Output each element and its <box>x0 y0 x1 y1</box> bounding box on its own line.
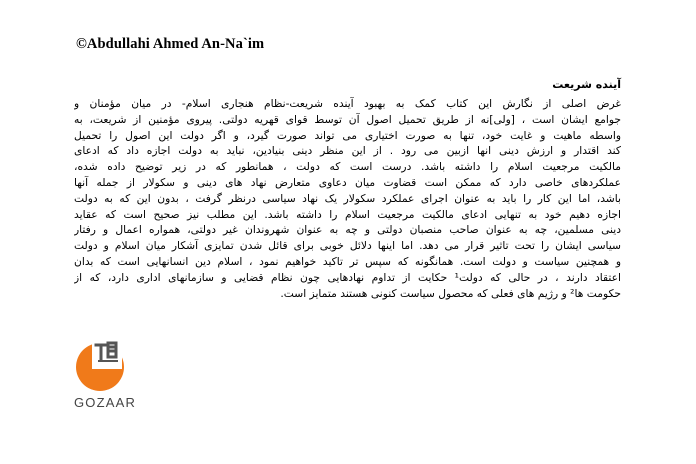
paragraph-line: جوامع ایشان است ، [ولی]نه از طریق تحمیل اصول آن توسط قوای قهریه دولتی. پیروی مؤمنین از شریعت، به <box>74 112 621 126</box>
paragraph-line: اجازه دهیم خود به تنهایی ادعای مالکیت مرجعیت اسلام را داشته باشد. این مطلب نیز صحیح است که عقاید <box>74 207 621 221</box>
copyright-notice: ©Abdullahi Ahmed An-Na`im <box>76 36 265 52</box>
logo-wordmark: GOZAAR <box>74 395 137 410</box>
gozaar-logo <box>74 335 164 411</box>
gozaar-logo-icon <box>74 335 130 393</box>
paragraph-line: حکومت ها² و رژیم های فعلی که محصول سیاست کنونی هستند متمایز است. <box>280 286 621 300</box>
paragraph-line: کند اقتدار و ارزش دینی انها ازبین می رود . از این منظر دینی بنیادین، نباید به دولت اجازه داد که ادعای <box>74 144 621 158</box>
paragraph-line: سیاسی ایشان را تحت تاثیر قرار می دهد. اما اینها دلائل خوبی برای قائل شدن تمایزی آشکار میان اسلام و دولت <box>74 239 621 253</box>
paragraph-line: مالکیت مرجعیت اسلام را داشته باشد. درست است که دولت ، همانطور که در زیر توضیح داده شده، <box>74 160 621 174</box>
section-heading: آینده شریعت <box>552 78 621 91</box>
paragraph-line: دینی مسلمین، چه به عنوان صاحب منصبان دولتی و چه به عنوان شهروندان غیر دولتی، همواره اعمال و رفتار <box>74 223 621 237</box>
paragraph-line: باشد، اما این کار را باید به عنوان اجرای عملکرد سکولار یک نهاد سیاسی درنظر گرفت ، بدون این که به دولت <box>74 191 621 205</box>
document-body <box>74 76 621 301</box>
paragraph-line: غرض اصلی از نگارش این کتاب کمک به بهبود آینده شریعت-نظام هنجاری اسلام- در میان مؤمنان و <box>74 97 621 110</box>
paragraph-line: اعتقاد دارند ، در حالی که دولت¹ حکایت از تداوم نهادهایی چون نظام قضایی و سازمانهای اداری دارد، که از <box>74 270 621 284</box>
paragraph-line: واسطه ماهیت و غایت خود، تنها به صورت اختیاری می تواند صورت گیرد، و اگر دولت این اصول را تحمیل <box>74 128 621 142</box>
paragraph-line: و همچنین سیاست و دولت است. همانگونه که سپس تر تاکید خواهیم نمود ، اسلام دین انسانهایی است که بدان <box>74 254 621 268</box>
paragraph-line: عملکردهای خاصی دارد که ممکن است قضاوت میان دعاوی متعارض نهاد های دینی و سکولار از جمله آنها <box>74 175 621 189</box>
